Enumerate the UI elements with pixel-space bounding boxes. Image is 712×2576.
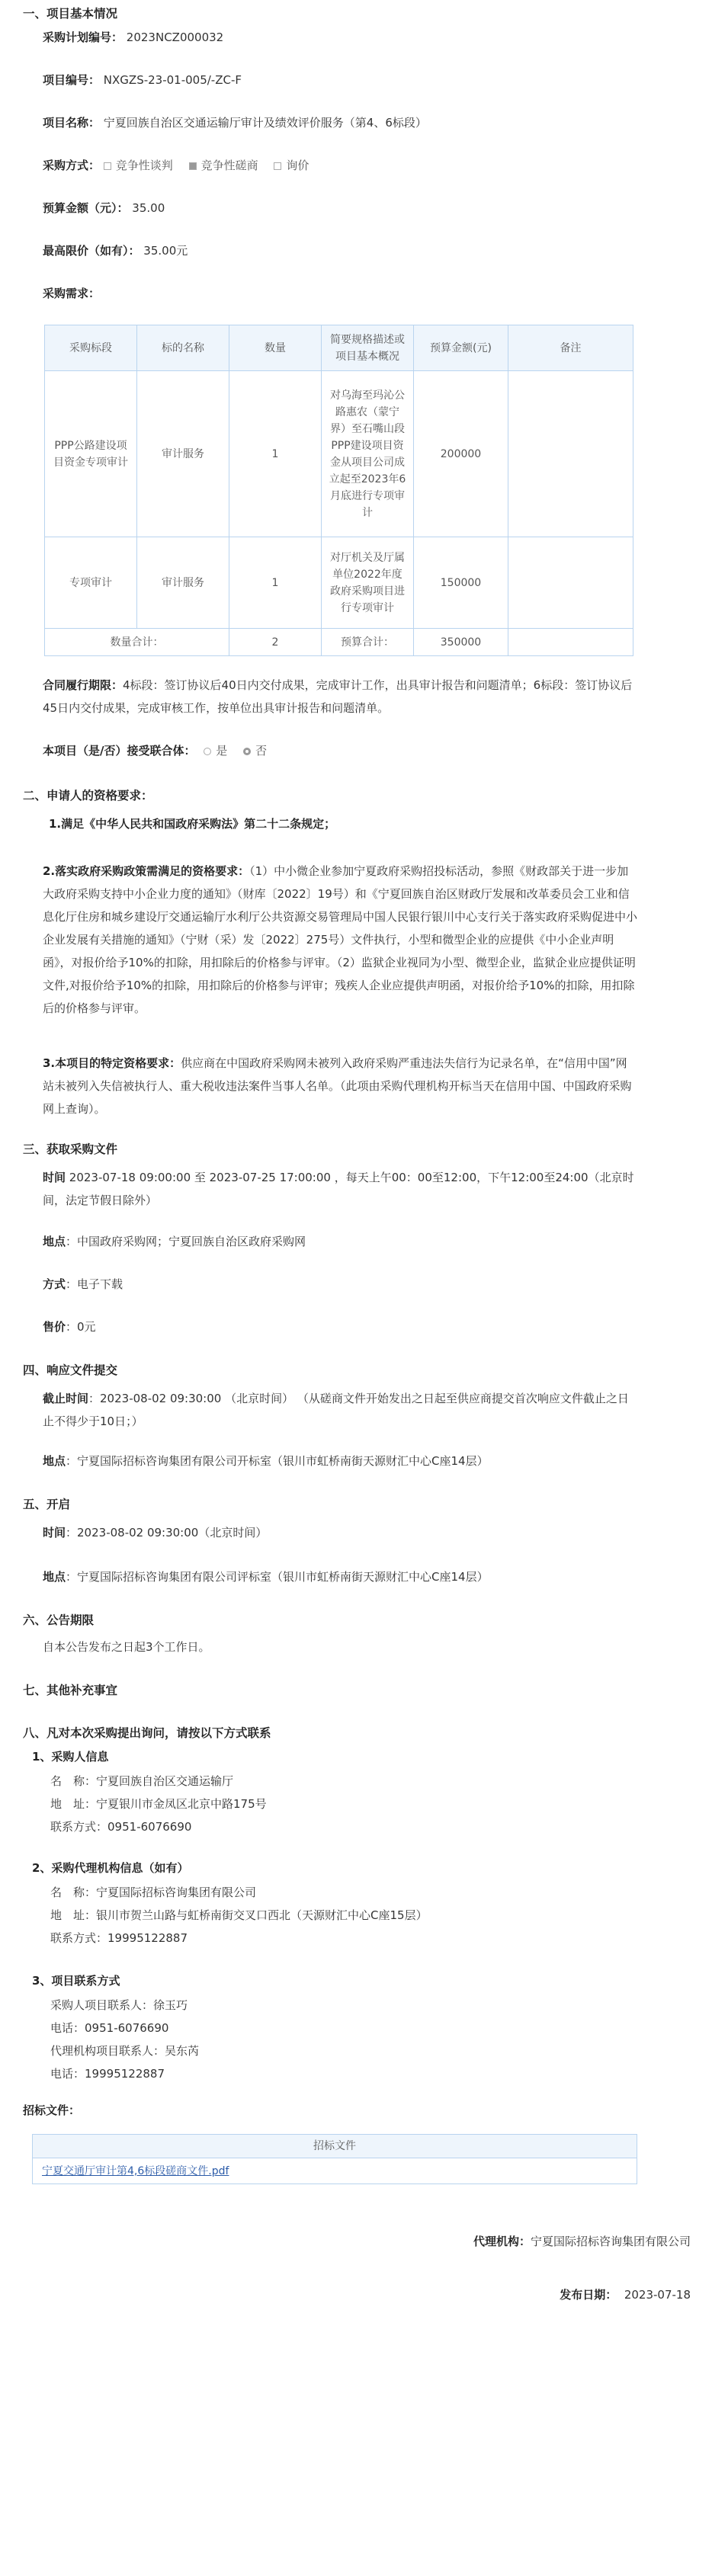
bid-file-cell xyxy=(33,2158,637,2184)
budget-value: 35.00 xyxy=(132,201,165,215)
checkbox-checked-icon xyxy=(189,162,197,170)
project-name-row xyxy=(43,114,427,130)
agent-contact-person xyxy=(50,2043,199,2059)
acquire-way-value: ：电子下载 xyxy=(66,1277,123,1291)
opening-place xyxy=(43,1568,489,1584)
table-cell-qty: 1 xyxy=(229,537,322,629)
publish-date-label: 发布日期： xyxy=(560,2288,617,2302)
bid-files-label: 招标文件： xyxy=(23,2103,81,2117)
plan-number-label: 采购计划编号： xyxy=(43,30,123,44)
agent-phone-value: 19995122887 xyxy=(85,2067,165,2081)
agent-contact-value: 吴东芮 xyxy=(165,2044,200,2058)
section-1-title: 一、项目基本情况 xyxy=(23,7,118,21)
submit-place-label: 地点 xyxy=(43,1454,66,1468)
opening-time-value: ：2023-08-02 09:30:00（北京时间） xyxy=(66,1526,268,1540)
table-cell-name: 审计服务 xyxy=(137,537,229,629)
acquire-way xyxy=(43,1276,123,1292)
table-cell-note xyxy=(508,371,633,537)
table-header-cell: 标的名称 xyxy=(137,325,229,371)
max-price-value: 35.00元 xyxy=(143,244,188,258)
table-cell-budget: 200000 xyxy=(414,371,508,537)
project-number-row xyxy=(43,72,242,88)
requirement-2 xyxy=(43,860,637,1020)
table-row xyxy=(33,2158,637,2184)
buyer-phone xyxy=(50,2020,168,2036)
checkbox-icon xyxy=(104,162,111,170)
submit-deadline xyxy=(43,1387,637,1433)
total-empty-cell xyxy=(508,629,633,656)
project-name-label: 项目名称： xyxy=(43,116,101,130)
budget-label: 预算金额（元）： xyxy=(43,201,129,215)
opening-place-value: ：宁夏国际招标咨询集团有限公司评标室（银川市虹桥南街天源财汇中心C座14层） xyxy=(66,1570,489,1584)
opening-time-label: 时间 xyxy=(43,1526,66,1540)
acquire-price-value: ：0元 xyxy=(66,1320,96,1334)
table-header-cell: 备注 xyxy=(508,325,633,371)
contract-period-text: 4标段：签订协议后40日内交付成果，完成审计工作，出具审计报告和问题清单；6标段：签订协议后45日内交付成果，完成审核工作，按单位出具审计报告和问题清单。 xyxy=(43,678,633,715)
notice-period-text: 自本公告发布之日起3个工作日。 xyxy=(43,1640,210,1654)
requirement-3-label: 3.本项目的特定资格要求： xyxy=(43,1056,181,1070)
section-4-title: 四、响应文件提交 xyxy=(23,1363,118,1377)
publish-date-value: 2023-07-18 xyxy=(624,2288,691,2302)
consortium-option-no: 否 xyxy=(243,742,267,758)
agency-name xyxy=(50,1884,256,1900)
purchaser-contact-value: 0951-6076690 xyxy=(107,1820,192,1834)
bid-file-link[interactable]: 宁夏交通厅审计第4,6标段磋商文件.pdf xyxy=(42,2164,229,2177)
section-2-title: 二、申请人的资格要求： xyxy=(23,789,153,803)
method-option-consultation: 竞争性磋商 xyxy=(189,157,258,173)
table-row xyxy=(45,537,633,629)
table-header-row xyxy=(45,325,633,371)
agency-address-label: 地 址： xyxy=(50,1908,97,1922)
table-header-cell: 预算金额(元) xyxy=(414,325,508,371)
max-price-label: 最高限价（如有）： xyxy=(43,244,140,258)
table-total-row xyxy=(45,629,633,656)
bid-files-header: 招标文件 xyxy=(33,2135,637,2158)
table-row xyxy=(45,371,633,537)
buyer-contact-value: 徐玉巧 xyxy=(153,1998,188,2012)
table-cell-budget: 150000 xyxy=(414,537,508,629)
buyer-contact-label: 采购人项目联系人： xyxy=(50,1998,154,2012)
purchaser-address xyxy=(50,1796,267,1812)
consortium-label: 本项目（是/否）接受联合体： xyxy=(43,744,196,758)
agent-phone-label: 电话： xyxy=(50,2067,85,2081)
purchaser-address-label: 地 址： xyxy=(50,1797,97,1811)
agency-address xyxy=(50,1907,428,1923)
radio-icon xyxy=(204,748,211,755)
acquire-place xyxy=(43,1233,306,1249)
table-header-cell: 采购标段 xyxy=(45,325,137,371)
consortium-row xyxy=(43,742,279,758)
demand-table xyxy=(44,325,633,656)
submit-place xyxy=(43,1453,489,1469)
agency-footer-label: 代理机构： xyxy=(473,2235,531,2248)
submit-place-value: ：宁夏国际招标咨询集团有限公司开标室（银川市虹桥南街天源财汇中心C座14层） xyxy=(66,1454,489,1468)
table-cell-qty: 1 xyxy=(229,371,322,537)
project-number-label: 项目编号： xyxy=(43,73,101,87)
purchaser-contact-label: 联系方式： xyxy=(50,1820,108,1834)
table-cell-desc: 对乌海至玛沁公路惠农（蒙宁界）至石嘴山段PPP建设项目资金从项目公司成立起至2023年6月底进行专项审计 xyxy=(322,371,414,537)
submit-deadline-label: 截止时间 xyxy=(43,1392,89,1405)
acquire-time xyxy=(43,1166,637,1212)
total-qty-value: 2 xyxy=(229,629,322,656)
acquire-time-value: 2023-07-18 09:00:00 至 2023-07-25 17:00:00 ，每天上午00：00至12:00，下午12:00至24:00（北京时间，法定节假日除外） xyxy=(43,1171,634,1207)
agency-name-value: 宁夏国际招标咨询集团有限公司 xyxy=(96,1886,257,1899)
publish-date xyxy=(560,2286,691,2302)
purchaser-contact xyxy=(50,1818,191,1834)
purchaser-info-title: 1、采购人信息 xyxy=(32,1750,109,1764)
method-option-negotiation: 竞争性谈判 xyxy=(104,157,173,173)
table-cell-segment: 专项审计 xyxy=(45,537,137,629)
section-7-title: 七、其他补充事宜 xyxy=(23,1684,118,1697)
requirement-3 xyxy=(43,1052,637,1120)
section-8-title: 八、凡对本次采购提出询问，请按以下方式联系 xyxy=(23,1726,271,1740)
total-budget-value: 350000 xyxy=(414,629,508,656)
plan-number-row xyxy=(43,29,223,45)
acquire-price xyxy=(43,1318,96,1334)
project-contact-title: 3、项目联系方式 xyxy=(32,1974,120,1988)
table-header-cell: 简要规格描述或项目基本概况 xyxy=(322,325,414,371)
agency-info-title: 2、采购代理机构信息（如有） xyxy=(32,1861,189,1875)
acquire-place-value: ：中国政府采购网；宁夏回族自治区政府采购网 xyxy=(66,1235,306,1248)
buyer-phone-value: 0951-6076690 xyxy=(85,2021,169,2035)
purchaser-name-label: 名 称： xyxy=(50,1774,97,1788)
acquire-price-label: 售价 xyxy=(43,1320,66,1334)
section-6-title: 六、公告期限 xyxy=(23,1613,95,1627)
table-header-cell: 数量 xyxy=(229,325,322,371)
total-budget-label: 预算合计： xyxy=(322,629,414,656)
agency-contact xyxy=(50,1930,188,1946)
agent-phone xyxy=(50,2065,165,2081)
agency-footer-value: 宁夏国际招标咨询集团有限公司 xyxy=(530,2235,691,2248)
requirement-2-label: 2.落实政府采购政策需满足的资格要求： xyxy=(43,864,250,878)
contract-period xyxy=(43,674,637,719)
buyer-contact-person xyxy=(50,1997,188,2013)
buyer-phone-label: 电话： xyxy=(50,2021,85,2035)
agency-name-label: 名 称： xyxy=(50,1886,97,1899)
requirement-1: 1.满足《中华人民共和国政府采购法》第二十二条规定； xyxy=(49,817,336,831)
table-cell-note xyxy=(508,537,633,629)
total-qty-label: 数量合计： xyxy=(45,629,229,656)
consortium-option-yes: 是 xyxy=(204,742,227,758)
checkbox-icon xyxy=(274,162,281,170)
agent-contact-label: 代理机构项目联系人： xyxy=(50,2044,165,2058)
contract-period-label: 合同履行期限： xyxy=(43,678,123,692)
acquire-time-label: 时间 xyxy=(43,1171,66,1184)
max-price-row xyxy=(43,242,188,258)
table-cell-name: 审计服务 xyxy=(137,371,229,537)
agency-contact-label: 联系方式： xyxy=(50,1931,108,1945)
agency-contact-value: 19995122887 xyxy=(107,1931,188,1945)
opening-place-label: 地点 xyxy=(43,1570,66,1584)
opening-time xyxy=(43,1524,267,1540)
demand-label: 采购需求： xyxy=(43,287,101,300)
table-cell-desc: 对厅机关及厅属单位2022年度政府采购项目进行专项审计 xyxy=(322,537,414,629)
acquire-way-label: 方式 xyxy=(43,1277,66,1291)
submit-deadline-value: ：2023-08-02 09:30:00 （北京时间） （从磋商文件开始发出之日起至供应商提交首次响应文件截止之日止不得少于10日；） xyxy=(43,1392,629,1428)
plan-number-value: 2023NCZ000032 xyxy=(126,30,224,44)
project-name-value: 宁夏回族自治区交通运输厅审计及绩效评价服务（第4、6标段） xyxy=(103,116,427,130)
method-option-inquiry: 询价 xyxy=(274,157,309,173)
section-5-title: 五、开启 xyxy=(23,1498,71,1511)
bid-files-table xyxy=(32,2134,637,2184)
agency-footer xyxy=(473,2233,691,2249)
agency-address-value: 银川市贺兰山路与虹桥南街交叉口西北（天源财汇中心C座15层） xyxy=(96,1908,428,1922)
requirement-2-text: （1）中小微企业参加宁夏政府采购招投标活动，参照《财政部关于进一步加大政府采购支持中小企业力度的通知》（财库〔2022〕19号）和《宁夏回族自治区财政厅发展和改革委员会工业和信息化厅住房和城乡建设厅交通运输厅水利厅公共资源交易管理局中国人民银行银川中心支行关于落实政府采购促进中小企业发展有关措施的通知》（宁财（采）发〔2022〕275号）文件执行，小型和微型企业的应提供《中小企业声明函》，对报价给予10%的扣除，用扣除后的价格参与评审。（2）监狱企业视同为小型、微型企业，监狱企业应提供证明文件,对报价给予10%的扣除，用扣除后的价格参与评审；残疾人企业应提供声明函，对报价给予10%的扣除，用扣除后的价格参与评审。 xyxy=(43,864,638,1015)
requirement-3-text: 供应商在中国政府采购网未被列入政府采购严重违法失信行为记录名单，在“信用中国”网站未被列入失信被执行人、重大税收违法案件当事人名单。（此项由采购代理机构开标当天在信用中国、中国政府采购网上查询）。 xyxy=(43,1056,632,1116)
purchaser-address-value: 宁夏银川市金凤区北京中路175号 xyxy=(96,1797,267,1811)
procurement-method-label: 采购方式： xyxy=(43,159,101,172)
project-number-value: NXGZS-23-01-005/-ZC-F xyxy=(103,73,242,87)
table-cell-segment: PPP公路建设项目资金专项审计 xyxy=(45,371,137,537)
table-header-row xyxy=(33,2135,637,2158)
budget-row xyxy=(43,200,165,216)
procurement-method-row xyxy=(43,157,321,173)
purchaser-name xyxy=(50,1773,233,1789)
section-3-title: 三、获取采购文件 xyxy=(23,1142,118,1156)
acquire-place-label: 地点 xyxy=(43,1235,66,1248)
purchaser-name-value: 宁夏回族自治区交通运输厅 xyxy=(96,1774,234,1788)
radio-checked-icon xyxy=(243,748,251,755)
